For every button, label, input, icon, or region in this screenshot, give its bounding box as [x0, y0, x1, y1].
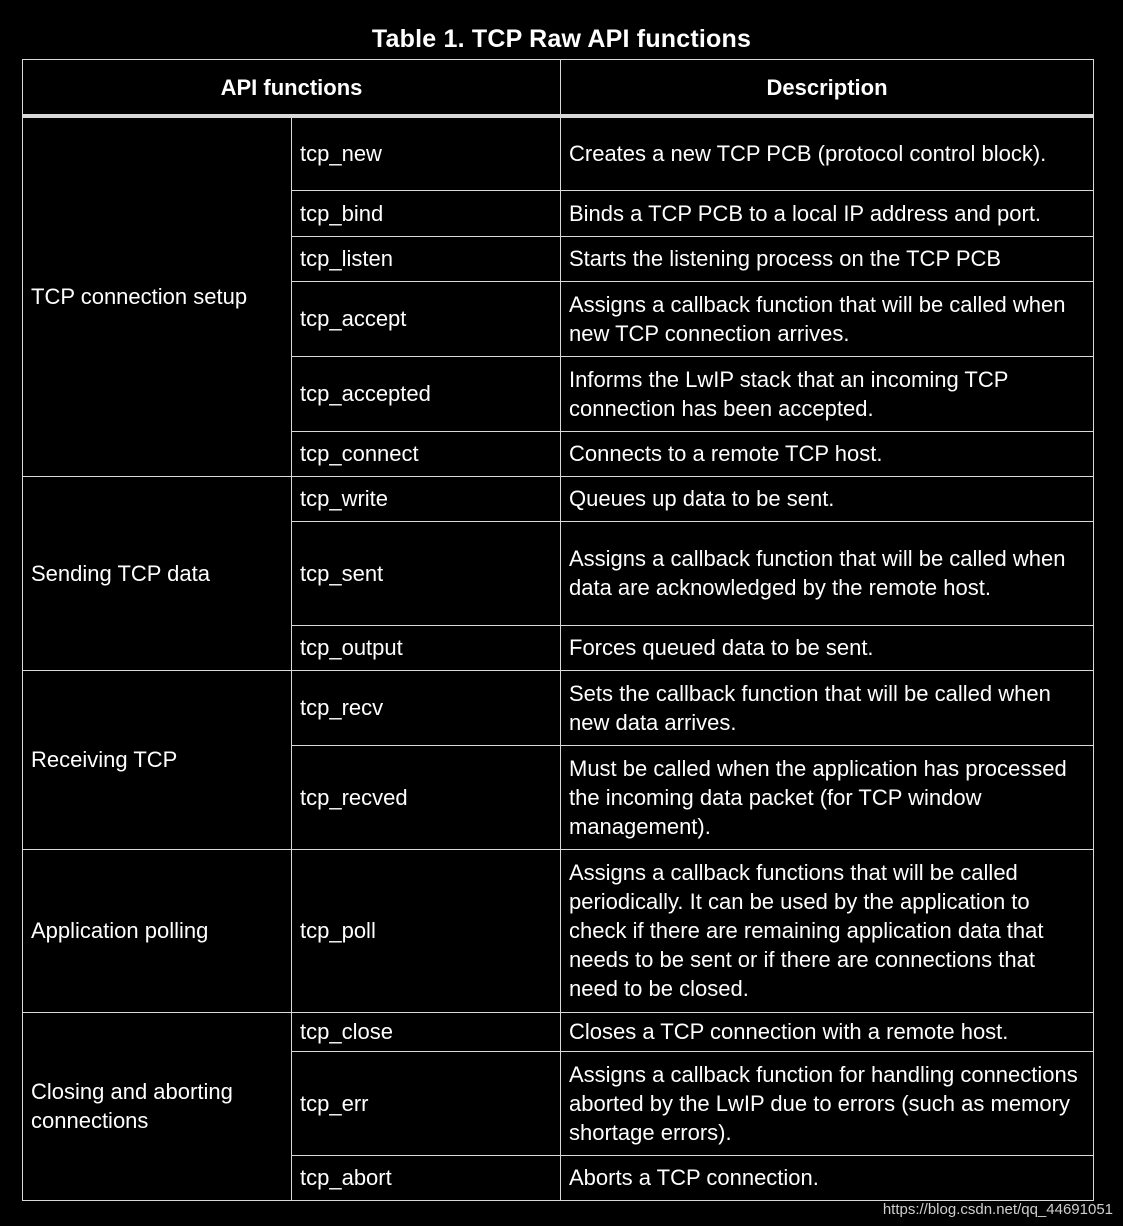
- function-description: Assigns a callback function for handling connections aborted by the LwIP due to errors (such as memory shortage errors).: [561, 1051, 1094, 1155]
- function-description: Forces queued data to be sent.: [561, 625, 1094, 670]
- function-description: Assigns a callback function that will be called when data are acknowledged by the remote host.: [561, 521, 1094, 625]
- function-name: tcp_output: [292, 625, 561, 670]
- function-description: Binds a TCP PCB to a local IP address and port.: [561, 190, 1094, 236]
- function-name: tcp_recved: [292, 745, 561, 849]
- function-description: Creates a new TCP PCB (protocol control block).: [561, 116, 1094, 190]
- category-cell: TCP connection setup: [23, 116, 292, 476]
- table-row: [23, 670, 1094, 745]
- function-description: Assigns a callback functions that will be called periodically. It can be used by the application to check if there are remaining application data that needs to be sent or if there are connections that need to be closed.: [561, 849, 1094, 1012]
- function-description: Closes a TCP connection with a remote host.: [561, 1012, 1094, 1051]
- table-row: [23, 116, 1094, 190]
- function-name: tcp_abort: [292, 1155, 561, 1200]
- function-name: tcp_accepted: [292, 356, 561, 431]
- table-header-row: [23, 60, 1094, 117]
- function-name: tcp_new: [292, 116, 561, 190]
- function-name: tcp_close: [292, 1012, 561, 1051]
- table-row: [23, 1012, 1094, 1051]
- api-functions-table: [22, 59, 1094, 1201]
- category-cell: Closing and aborting connections: [23, 1012, 292, 1200]
- function-name: tcp_bind: [292, 190, 561, 236]
- category-cell: Application polling: [23, 849, 292, 1012]
- function-name: tcp_poll: [292, 849, 561, 1012]
- function-description: Sets the callback function that will be called when new data arrives.: [561, 670, 1094, 745]
- function-description: Must be called when the application has processed the incoming data packet (for TCP window management).: [561, 745, 1094, 849]
- function-description: Aborts a TCP connection.: [561, 1155, 1094, 1200]
- function-name: tcp_listen: [292, 236, 561, 281]
- function-name: tcp_recv: [292, 670, 561, 745]
- table-row: [23, 849, 1094, 1012]
- category-cell: Receiving TCP: [23, 670, 292, 849]
- function-description: Queues up data to be sent.: [561, 476, 1094, 521]
- function-description: Informs the LwIP stack that an incoming TCP connection has been accepted.: [561, 356, 1094, 431]
- function-name: tcp_accept: [292, 281, 561, 356]
- table-title: Table 1. TCP Raw API functions: [371, 25, 752, 53]
- function-name: tcp_write: [292, 476, 561, 521]
- function-description: Connects to a remote TCP host.: [561, 431, 1094, 476]
- function-description: Starts the listening process on the TCP PCB: [561, 236, 1094, 281]
- function-name: tcp_err: [292, 1051, 561, 1155]
- header-description: Description: [561, 60, 1094, 117]
- table-row: [23, 476, 1094, 521]
- function-name: tcp_sent: [292, 521, 561, 625]
- header-api-functions: API functions: [23, 60, 561, 117]
- category-cell: Sending TCP data: [23, 476, 292, 670]
- function-description: Assigns a callback function that will be called when new TCP connection arrives.: [561, 281, 1094, 356]
- watermark-url: https://blog.csdn.net/qq_44691051: [882, 1201, 1113, 1218]
- function-name: tcp_connect: [292, 431, 561, 476]
